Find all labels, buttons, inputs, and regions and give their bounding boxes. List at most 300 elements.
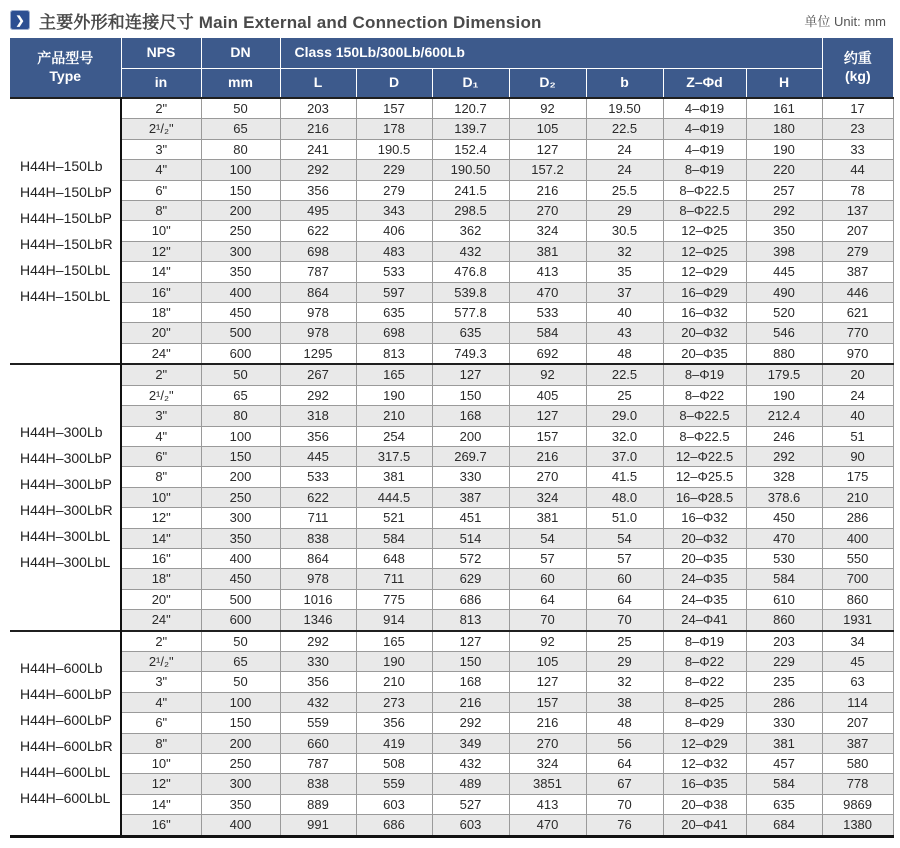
type-label: H44H–600LbL [20, 789, 111, 806]
table-cell: 8–Φ22 [663, 672, 746, 692]
table-cell: 787 [280, 754, 356, 774]
table-cell: 270 [509, 467, 586, 487]
table-cell: 813 [432, 610, 509, 631]
table-cell: 450 [746, 508, 822, 528]
table-cell: 350 [746, 221, 822, 241]
table-cell: 356 [280, 426, 356, 446]
table-cell: 34 [822, 631, 893, 652]
table-cell: 229 [356, 160, 432, 180]
table-cell: 635 [432, 323, 509, 343]
table-cell: 343 [356, 201, 432, 221]
table-cell: 533 [509, 303, 586, 323]
table-row [10, 282, 893, 302]
table-cell: 50 [201, 672, 280, 692]
table-cell: 14" [121, 528, 201, 548]
table-cell: 778 [822, 774, 893, 794]
table-cell: 24" [121, 343, 201, 364]
table-cell: 92 [509, 364, 586, 385]
table-cell: 127 [432, 631, 509, 652]
table-cell: 419 [356, 733, 432, 753]
table-cell: 16–Φ29 [663, 282, 746, 302]
table-cell: 550 [822, 548, 893, 568]
table-cell: 622 [280, 221, 356, 241]
table-cell: 32 [586, 241, 663, 261]
table-cell: 813 [356, 343, 432, 364]
table-cell: 137 [822, 201, 893, 221]
table-cell: 24–Φ35 [663, 569, 746, 589]
table-cell: 635 [356, 303, 432, 323]
table-cell: 400 [201, 282, 280, 302]
table-cell: 432 [432, 241, 509, 261]
table-cell: 711 [280, 508, 356, 528]
table-cell: 165 [356, 631, 432, 652]
table-cell: 100 [201, 692, 280, 712]
table-cell: 559 [280, 713, 356, 733]
table-row [10, 508, 893, 528]
table-cell: 286 [746, 692, 822, 712]
table-cell: 216 [280, 119, 356, 139]
table-cell: 8–Φ29 [663, 713, 746, 733]
table-row [10, 221, 893, 241]
table-cell: 64 [586, 754, 663, 774]
table-cell: 432 [432, 754, 509, 774]
type-label: H44H–600Lb [20, 659, 103, 676]
table-row [10, 610, 893, 631]
table-cell: 48 [586, 713, 663, 733]
type-label: H44H–300LbR [20, 501, 113, 518]
header-dn: DN [201, 38, 280, 68]
header-dim-b: b [586, 68, 663, 98]
table-cell: 6" [121, 180, 201, 200]
table-cell: 65 [201, 119, 280, 139]
table-cell: 67 [586, 774, 663, 794]
table-cell: 60 [509, 569, 586, 589]
table-cell: 356 [280, 672, 356, 692]
table-cell: 324 [509, 221, 586, 241]
table-cell: 635 [746, 794, 822, 814]
table-cell: 450 [201, 569, 280, 589]
table-cell: 600 [201, 610, 280, 631]
table-cell: 114 [822, 692, 893, 712]
table-cell: 25 [586, 631, 663, 652]
table-cell: 8–Φ22.5 [663, 201, 746, 221]
header-dim-d1: D₁ [432, 68, 509, 98]
table-cell: 8–Φ22 [663, 651, 746, 671]
table-row [10, 692, 893, 712]
table-cell: 2" [121, 98, 201, 119]
table-cell: 150 [201, 713, 280, 733]
table-row [10, 774, 893, 794]
table-cell: 770 [822, 323, 893, 343]
table-cell: 350 [201, 262, 280, 282]
table-cell: 292 [280, 160, 356, 180]
table-cell: 3851 [509, 774, 586, 794]
table-cell: 150 [201, 180, 280, 200]
table-cell: 8–Φ19 [663, 631, 746, 652]
table-cell: 48.0 [586, 487, 663, 507]
table-cell: 190.5 [356, 139, 432, 159]
table-cell: 629 [432, 569, 509, 589]
table-cell: 413 [509, 794, 586, 814]
header-type-zh: 产品型号 [37, 50, 94, 66]
table-cell: 400 [822, 528, 893, 548]
table-cell: 749.3 [432, 343, 509, 364]
table-cell: 216 [509, 713, 586, 733]
table-cell: 350 [201, 528, 280, 548]
table-cell: 78 [822, 180, 893, 200]
table-cell: 775 [356, 589, 432, 609]
table-cell: 50 [201, 631, 280, 652]
table-cell: 2" [121, 364, 201, 385]
table-row [10, 343, 893, 364]
table-cell: 16–Φ28.5 [663, 487, 746, 507]
table-cell: 127 [509, 139, 586, 159]
table-cell: 8–Φ25 [663, 692, 746, 712]
table-cell: 860 [822, 589, 893, 609]
table-cell: 20–Φ32 [663, 323, 746, 343]
table-cell: 210 [356, 406, 432, 426]
table-cell: 24 [586, 160, 663, 180]
table-cell: 4–Φ19 [663, 139, 746, 159]
table-row [10, 589, 893, 609]
table-cell: 889 [280, 794, 356, 814]
header-weight [822, 38, 893, 98]
table-cell: 2" [121, 631, 201, 652]
table-cell: 470 [746, 528, 822, 548]
table-cell: 539.8 [432, 282, 509, 302]
table-cell: 200 [201, 201, 280, 221]
table-cell: 387 [432, 487, 509, 507]
table-cell: 530 [746, 548, 822, 568]
table-cell: 4" [121, 692, 201, 712]
table-cell: 387 [822, 733, 893, 753]
table-cell: 584 [746, 774, 822, 794]
table-cell: 65 [201, 385, 280, 405]
table-row [10, 631, 893, 652]
table-cell: 292 [746, 201, 822, 221]
table-cell: 10" [121, 221, 201, 241]
table-row [10, 160, 893, 180]
table-cell: 60 [586, 569, 663, 589]
header-dn-unit: mm [201, 68, 280, 98]
table-cell: 572 [432, 548, 509, 568]
table-cell: 864 [280, 282, 356, 302]
table-cell: 9869 [822, 794, 893, 814]
table-cell: 381 [746, 733, 822, 753]
table-cell: 190.50 [432, 160, 509, 180]
table-cell: 105 [509, 651, 586, 671]
table-cell: 212.4 [746, 406, 822, 426]
table-cell: 6" [121, 713, 201, 733]
table-cell: 584 [356, 528, 432, 548]
type-label: H44H–300LbL [20, 527, 111, 544]
table-cell: 500 [201, 589, 280, 609]
table-cell: 210 [356, 672, 432, 692]
header-type [10, 38, 121, 98]
table-cell: 45 [822, 651, 893, 671]
table-cell: 165 [356, 364, 432, 385]
table-cell: 330 [280, 651, 356, 671]
table-cell: 20–Φ32 [663, 528, 746, 548]
table-cell: 490 [746, 282, 822, 302]
table-cell: 356 [356, 713, 432, 733]
table-cell: 257 [746, 180, 822, 200]
table-cell: 324 [509, 487, 586, 507]
table-cell: 41.5 [586, 467, 663, 487]
table-cell: 207 [822, 221, 893, 241]
table-cell: 10" [121, 754, 201, 774]
table-cell: 978 [280, 323, 356, 343]
table-cell: 25 [586, 385, 663, 405]
table-cell: 12–Φ29 [663, 262, 746, 282]
table-cell: 362 [432, 221, 509, 241]
table-row [10, 754, 893, 774]
table-header [10, 38, 893, 98]
table-cell: 500 [201, 323, 280, 343]
table-cell: 157 [356, 98, 432, 119]
table-cell: 2¹/₂" [121, 385, 201, 405]
table-row [10, 119, 893, 139]
table-cell: 29 [586, 201, 663, 221]
table-cell: 64 [586, 589, 663, 609]
table-cell: 64 [509, 589, 586, 609]
type-label: H44H–600LbR [20, 737, 113, 754]
table-cell: 216 [509, 180, 586, 200]
table-cell: 400 [201, 548, 280, 568]
table-cell: 400 [201, 815, 280, 836]
table-cell: 220 [746, 160, 822, 180]
table-cell: 864 [280, 548, 356, 568]
table-row [10, 467, 893, 487]
table-row [10, 262, 893, 282]
table-cell: 527 [432, 794, 509, 814]
table-cell: 207 [822, 713, 893, 733]
table-cell: 80 [201, 406, 280, 426]
table-cell: 451 [432, 508, 509, 528]
table-cell: 40 [586, 303, 663, 323]
table-cell: 521 [356, 508, 432, 528]
table-cell: 203 [746, 631, 822, 652]
header-dim-l: L [280, 68, 356, 98]
table-cell: 33 [822, 139, 893, 159]
table-cell: 387 [822, 262, 893, 282]
table-cell: 8–Φ22 [663, 385, 746, 405]
table-cell: 175 [822, 467, 893, 487]
table-cell: 22.5 [586, 119, 663, 139]
table-cell: 8–Φ22.5 [663, 426, 746, 446]
table-row [10, 569, 893, 589]
table-cell: 1346 [280, 610, 356, 631]
type-label: H44H–300LbP [20, 475, 112, 492]
table-row [10, 241, 893, 261]
section-600lb [10, 631, 893, 837]
header-weight-zh: 约重 [843, 50, 872, 66]
table-cell: 20" [121, 323, 201, 343]
table-cell: 229 [746, 651, 822, 671]
header-class-group: Class 150Lb/300Lb/600Lb [280, 38, 822, 68]
table-row [10, 548, 893, 568]
table-cell: 520 [746, 303, 822, 323]
section-150lb [10, 98, 893, 364]
table-cell: 700 [822, 569, 893, 589]
table-cell: 622 [280, 487, 356, 507]
table-cell: 12–Φ22.5 [663, 446, 746, 466]
table-cell: 17 [822, 98, 893, 119]
table-cell: 279 [356, 180, 432, 200]
table-cell: 200 [201, 467, 280, 487]
table-cell: 378.6 [746, 487, 822, 507]
header-dim-d: D [356, 68, 432, 98]
table-cell: 157 [509, 426, 586, 446]
table-cell: 51 [822, 426, 893, 446]
table-cell: 445 [746, 262, 822, 282]
table-cell: 991 [280, 815, 356, 836]
table-cell: 254 [356, 426, 432, 446]
table-cell: 37.0 [586, 446, 663, 466]
table-row [10, 794, 893, 814]
type-label-cell [10, 631, 121, 837]
table-cell: 235 [746, 672, 822, 692]
table-cell: 546 [746, 323, 822, 343]
table-cell: 445 [280, 446, 356, 466]
table-cell: 50 [201, 98, 280, 119]
table-cell: 970 [822, 343, 893, 364]
type-label: H44H–150LbP [20, 209, 112, 226]
table-cell: 50 [201, 364, 280, 385]
table-cell: 12–Φ32 [663, 754, 746, 774]
table-cell: 318 [280, 406, 356, 426]
table-cell: 300 [201, 774, 280, 794]
header-weight-unit: (kg) [844, 67, 871, 84]
table-cell: 559 [356, 774, 432, 794]
table-cell: 495 [280, 201, 356, 221]
table-cell: 150 [432, 651, 509, 671]
table-cell: 100 [201, 426, 280, 446]
table-row [10, 139, 893, 159]
table-cell: 450 [201, 303, 280, 323]
table-cell: 270 [509, 201, 586, 221]
table-cell: 292 [280, 631, 356, 652]
table-cell: 432 [280, 692, 356, 712]
table-row [10, 323, 893, 343]
table-cell: 24–Φ41 [663, 610, 746, 631]
table-cell: 127 [509, 672, 586, 692]
table-cell: 179.5 [746, 364, 822, 385]
header-type-en: Type [49, 67, 82, 84]
table-row [10, 528, 893, 548]
table-cell: 54 [586, 528, 663, 548]
table-cell: 157.2 [509, 160, 586, 180]
header-dim-zd: Z–Φd [663, 68, 746, 98]
table-cell: 381 [356, 467, 432, 487]
table-row [10, 487, 893, 507]
table-cell: 48 [586, 343, 663, 364]
table-cell: 8" [121, 733, 201, 753]
table-row [10, 201, 893, 221]
type-label-cell [10, 98, 121, 364]
table-cell: 29.0 [586, 406, 663, 426]
table-row [10, 385, 893, 405]
table-cell: 127 [509, 406, 586, 426]
table-cell: 2¹/₂" [121, 651, 201, 671]
table-cell: 20" [121, 589, 201, 609]
table-cell: 24" [121, 610, 201, 631]
table-cell: 292 [746, 446, 822, 466]
table-cell: 10" [121, 487, 201, 507]
table-cell: 597 [356, 282, 432, 302]
table-cell: 292 [280, 385, 356, 405]
table-cell: 178 [356, 119, 432, 139]
table-cell: 23 [822, 119, 893, 139]
table-cell: 246 [746, 426, 822, 446]
table-cell: 139.7 [432, 119, 509, 139]
table-cell: 20–Φ38 [663, 794, 746, 814]
type-label-cell [10, 364, 121, 630]
table-cell: 80 [201, 139, 280, 159]
table-row [10, 98, 893, 119]
section-300lb [10, 364, 893, 630]
table-cell: 43 [586, 323, 663, 343]
table-cell: 29 [586, 651, 663, 671]
type-label: H44H–300LbP [20, 449, 112, 466]
table-cell: 24–Φ35 [663, 589, 746, 609]
table-cell: 190 [746, 385, 822, 405]
table-row [10, 303, 893, 323]
table-cell: 57 [586, 548, 663, 568]
table-cell: 161 [746, 98, 822, 119]
page-title: 主要外形和连接尺寸 Main External and Connection Dimension [39, 12, 542, 32]
table-cell: 603 [356, 794, 432, 814]
table-cell: 621 [822, 303, 893, 323]
table-cell: 1931 [822, 610, 893, 631]
table-cell: 250 [201, 221, 280, 241]
table-cell: 267 [280, 364, 356, 385]
table-cell: 660 [280, 733, 356, 753]
table-row [10, 406, 893, 426]
table-cell: 580 [822, 754, 893, 774]
table-cell: 584 [746, 569, 822, 589]
table-cell: 406 [356, 221, 432, 241]
table-cell: 20 [822, 364, 893, 385]
table-cell: 12–Φ25 [663, 221, 746, 241]
table-cell: 8" [121, 467, 201, 487]
type-label: H44H–600LbP [20, 711, 112, 728]
header-dim-h: H [746, 68, 822, 98]
table-cell: 14" [121, 794, 201, 814]
table-cell: 470 [509, 815, 586, 836]
table-cell: 180 [746, 119, 822, 139]
table-cell: 648 [356, 548, 432, 568]
table-cell: 514 [432, 528, 509, 548]
table-cell: 2¹/₂" [121, 119, 201, 139]
table-cell: 40 [822, 406, 893, 426]
table-cell: 14" [121, 262, 201, 282]
table-row [10, 426, 893, 446]
table-cell: 446 [822, 282, 893, 302]
table-cell: 12–Φ25 [663, 241, 746, 261]
table-cell: 4–Φ19 [663, 98, 746, 119]
table-cell: 216 [432, 692, 509, 712]
table-cell: 4" [121, 426, 201, 446]
table-cell: 328 [746, 467, 822, 487]
table-cell: 190 [356, 385, 432, 405]
table-cell: 838 [280, 774, 356, 794]
table-cell: 698 [356, 323, 432, 343]
table-cell: 698 [280, 241, 356, 261]
table-cell: 12" [121, 774, 201, 794]
table-cell: 1295 [280, 343, 356, 364]
table-cell: 4–Φ19 [663, 119, 746, 139]
